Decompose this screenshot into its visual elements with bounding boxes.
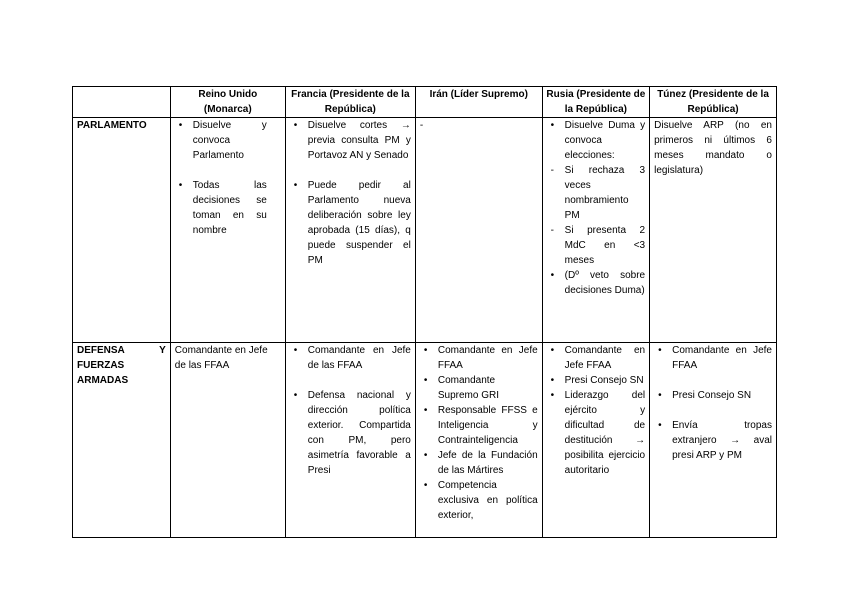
list-item: • Jefe de la Fundación de las Mártires [420,448,538,478]
list-item: • Presi Consejo SN [547,373,645,388]
list-item: • Comandante en Jefe FFAA [547,343,645,373]
cell-defensa-rusia [542,343,649,538]
list-item: • Disuelve Duma y convoca elecciones: [547,118,645,163]
row-label-defensa-part2: Y [159,345,166,356]
list-item: - Si presenta 2 MdC en <3 meses [547,223,645,268]
header-reino-unido: Reino Unido (Monarca) [170,87,285,118]
header-francia: Francia (Presidente de la República) [285,87,415,118]
list-item: • Presi Consejo SN [654,388,772,403]
cell-parlamento-iran: - [415,118,542,343]
header-tunez: Túnez (Presidente de la República) [650,87,777,118]
header-row [73,87,777,118]
list-item: • Disuelve y convoca Parlamento [175,118,281,163]
cell-defensa-tunez [650,343,777,538]
list-item: • Todas las decisiones se toman en su nombre [175,178,281,238]
cell-parlamento-rusia [542,118,649,343]
list-item: • (Dº veto sobre decisiones Duma) [547,268,645,298]
row-parlamento [73,118,777,343]
cell-parlamento-uk [170,118,285,343]
row-label-defensa-rest: FUERZAS ARMADAS [77,360,129,386]
list-item: • Comandante en Jefe FFAA [420,343,538,373]
list-item: - Si rechaza 3 veces nombramiento PM [547,163,645,223]
list-item: • Competencia exclusiva en política exterior, [420,478,538,523]
cell-parlamento-francia [285,118,415,343]
list-item: • Defensa nacional y dirección política exterior. Compartida con PM, pero asimetría favorable a Presi [290,388,411,478]
comparison-table [72,86,777,538]
list-item: • Liderazgo del ejército y dificultad de destitución → posibilita ejercicio autoritario [547,388,645,478]
header-iran: Irán (Líder Supremo) [415,87,542,118]
row-label-defensa-part1: DEFENSA [77,345,125,356]
list-item: • Comandante en Jefe FFAA [654,343,772,373]
list-item: • Responsable FFSS e Inteligencia y Contrainteligencia [420,403,538,448]
cell-parlamento-tunez: Disuelve ARP (no en primeros ni últimos 6 meses mandato o legislatura) [650,118,777,343]
list-item: • Envía tropas extranjero → aval presi ARP y PM [654,418,772,463]
header-rusia: Rusia (Presidente de la República) [542,87,649,118]
list-item: • Puede pedir al Parlamento nueva deliberación sobre ley aprobada (15 días), q puede suspender el PM [290,178,411,268]
list-item: • Comandante en Jefe de las FFAA [290,343,411,373]
row-label-defensa [73,343,171,538]
row-label-parlamento: PARLAMENTO [73,118,171,343]
row-defensa [73,343,777,538]
cell-defensa-iran [415,343,542,538]
cell-defensa-uk: Comandante en Jefe de las FFAA [170,343,285,538]
header-empty-cell [73,87,171,118]
list-item: • Comandante Supremo GRI [420,373,538,403]
list-item: • Disuelve cortes → previa consulta PM y Portavoz AN y Senado [290,118,411,163]
cell-defensa-francia [285,343,415,538]
